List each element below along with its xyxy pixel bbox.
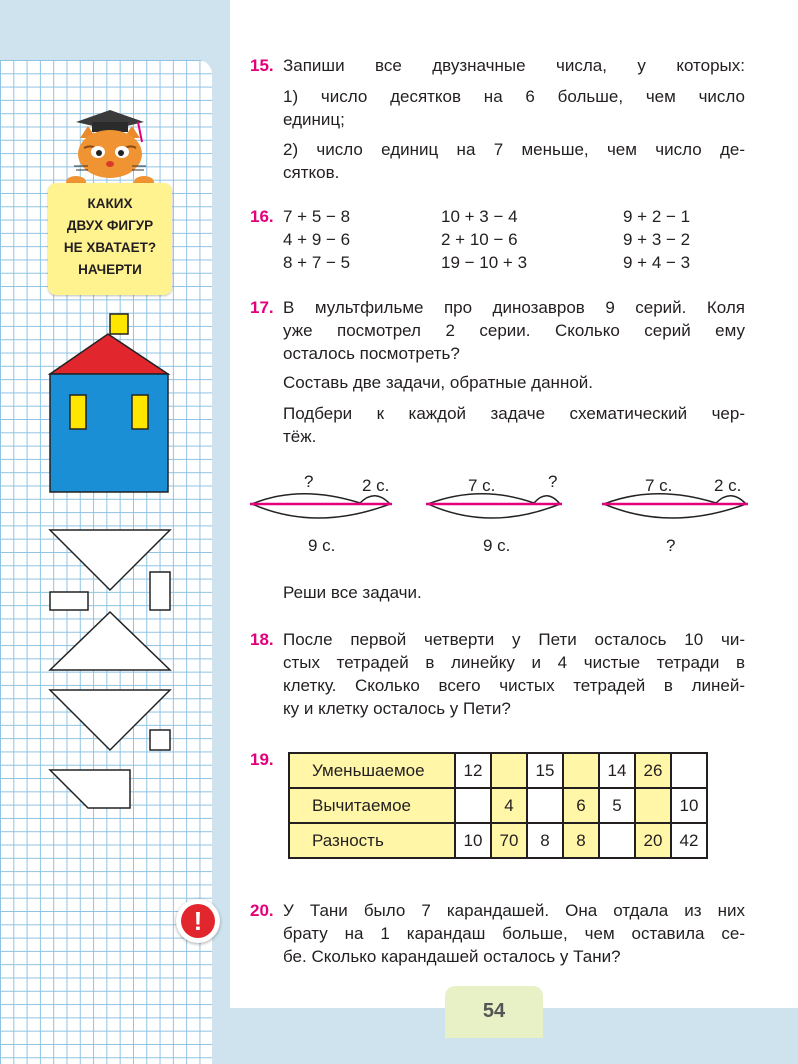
diagram-label: 2 с.: [362, 476, 390, 495]
page-number: 54: [445, 986, 543, 1038]
table-row: [289, 788, 707, 823]
diagram-1: [250, 494, 392, 518]
rectangle-shape: [150, 572, 170, 610]
task-number: 19.: [250, 750, 274, 769]
task-number: 15.: [250, 56, 274, 75]
task15-line: единиц;: [283, 110, 345, 129]
table-cell: 20: [635, 823, 671, 858]
task17: [250, 296, 274, 319]
diagram-label: ?: [666, 536, 676, 555]
table-cell: 6: [563, 788, 599, 823]
triangle-shape: [50, 612, 170, 670]
table-cell: 12: [455, 753, 491, 788]
expression: 4 + 9 − 6: [283, 230, 351, 249]
task-number: 20.: [250, 901, 274, 920]
trapezoid-shape: [50, 770, 130, 808]
expression: 8 + 7 − 5: [283, 253, 351, 272]
table-row: [289, 823, 707, 858]
task18: [250, 628, 274, 651]
house-wall-shape: [50, 374, 168, 492]
task20-line: брату на 1 карандаш больше, чем оставила се-: [283, 924, 745, 943]
table-cell: 8: [563, 823, 599, 858]
table-cell: 26: [635, 753, 671, 788]
chimney-shape: [110, 314, 128, 334]
table-cell: [491, 753, 527, 788]
expression: 7 + 5 − 8: [283, 207, 351, 226]
diagram-label: 9 с.: [308, 536, 336, 555]
diagram-label: 9 с.: [483, 536, 511, 555]
table-cell: [599, 823, 635, 858]
subtraction-table: [288, 752, 708, 859]
table-cell: 10: [671, 788, 707, 823]
square-shape: [150, 730, 170, 750]
diagram-label: ?: [548, 472, 558, 491]
table-row: [289, 753, 707, 788]
task18-line: После первой четверти у Пети осталось 10 чи-: [283, 630, 745, 649]
table-cell: [635, 788, 671, 823]
diagram-label: ?: [304, 472, 314, 491]
row-header: Уменьшаемое: [289, 753, 455, 788]
diagram-label: 2 с.: [714, 476, 742, 495]
table-cell: 42: [671, 823, 707, 858]
task18-line: стых тетрадей в линейку и 4 чистые тетради в: [283, 653, 745, 672]
hint-line: НЕ ХВАТАЕТ?: [63, 240, 157, 255]
task20: [250, 899, 274, 922]
hint-box: [48, 183, 172, 295]
expression: 2 + 10 − 6: [441, 230, 518, 249]
diagram-3: [602, 494, 748, 518]
task20-line: бе. Сколько карандашей осталось у Тани?: [283, 947, 621, 966]
table-cell: 10: [455, 823, 491, 858]
task17-line: Подбери к каждой задаче схематический чер-: [283, 404, 745, 423]
exclamation-icon: !: [181, 904, 215, 938]
task17-line: Составь две задачи, обратные данной.: [283, 373, 594, 392]
task17-line: Реши все задачи.: [283, 583, 422, 602]
table-cell: [563, 753, 599, 788]
task18-line: ку и клетку осталось у Пети?: [283, 699, 511, 718]
hint-line: НАЧЕРТИ: [78, 262, 142, 277]
expression: 19 − 10 + 3: [441, 253, 528, 272]
task15-line: 2) число единиц на 7 меньше, чем число де-: [283, 140, 745, 159]
task15-line: 1) число десятков на 6 больше, чем число: [283, 87, 745, 106]
task16: [250, 205, 274, 228]
window-shape: [70, 395, 86, 429]
task-number: 16.: [250, 207, 274, 226]
task-number: 17.: [250, 298, 274, 317]
expression: 9 + 3 − 2: [623, 230, 691, 249]
table-cell: 15: [527, 753, 563, 788]
task15-line: сятков.: [283, 163, 340, 182]
diagram-label: 7 с.: [468, 476, 496, 495]
table-cell: 70: [491, 823, 527, 858]
task20-line: У Тани было 7 карандашей. Она отдала из них: [283, 901, 745, 920]
task19: [250, 748, 274, 771]
window-shape: [132, 395, 148, 429]
alert-icon: [176, 899, 220, 943]
diagram-label: 7 с.: [645, 476, 673, 495]
cat-mascot-icon: [58, 108, 162, 190]
task-number: 18.: [250, 630, 274, 649]
table-cell: 8: [527, 823, 563, 858]
diagram-2: [426, 494, 562, 518]
rectangle-shape: [50, 592, 88, 610]
row-header: Разность: [289, 823, 455, 858]
task17-line: В мультфильме про динозавров 9 серий. Коля: [283, 298, 745, 317]
table-cell: [455, 788, 491, 823]
table-cell: 4: [491, 788, 527, 823]
table-cell: 14: [599, 753, 635, 788]
expression: 9 + 4 − 3: [623, 253, 691, 272]
task17-line: уже посмотрел 2 серии. Сколько серий ему: [283, 321, 745, 340]
hint-line: ДВУХ ФИГУР: [66, 218, 154, 233]
task17-line: тёж.: [283, 427, 317, 446]
roof-shape: [50, 334, 168, 374]
hint-line: КАКИХ: [87, 196, 133, 211]
task15: [250, 54, 274, 77]
shapes-drawing: [40, 300, 190, 820]
task18-line: клетку. Сколько всего чистых тетрадей в линей-: [283, 676, 745, 695]
expression: 10 + 3 − 4: [441, 207, 518, 226]
table-cell: [527, 788, 563, 823]
table-cell: [671, 753, 707, 788]
row-header: Вычитаемое: [289, 788, 455, 823]
expression: 9 + 2 − 1: [623, 207, 691, 226]
task17-line: осталось посмотреть?: [283, 344, 460, 363]
table-cell: 5: [599, 788, 635, 823]
task15-line: Запиши все двузначные числа, у которых:: [283, 56, 745, 75]
